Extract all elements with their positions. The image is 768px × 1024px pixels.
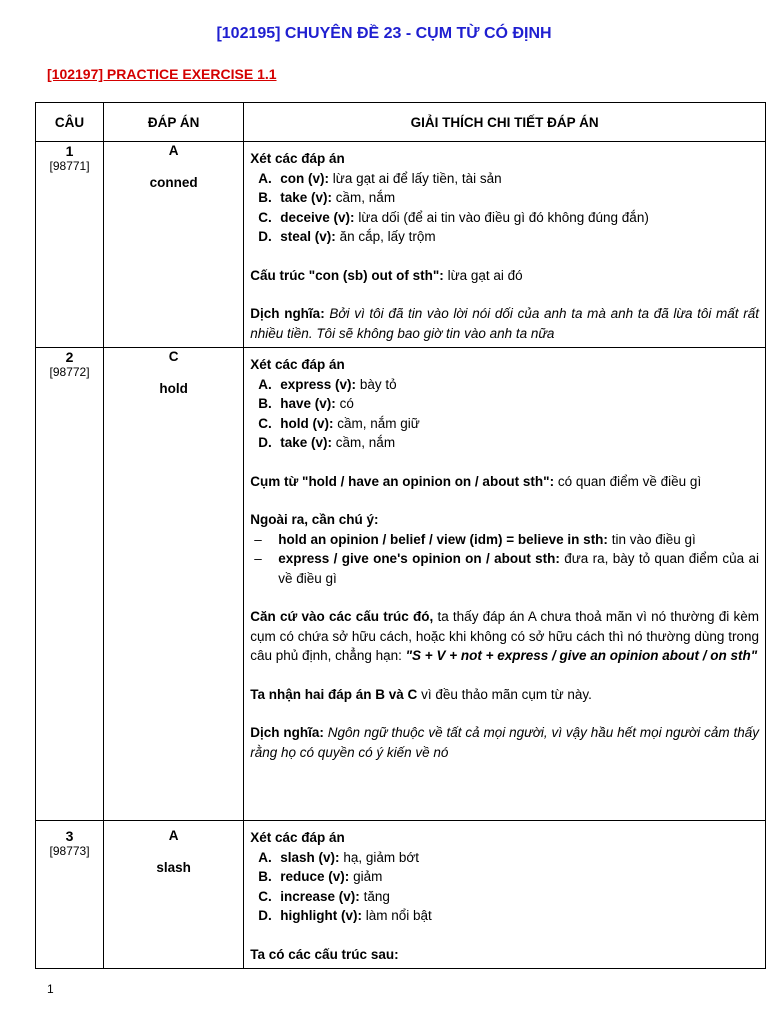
table-header-row [36,103,766,142]
conclusion-text: vì đều thảo mãn cụm từ này. [421,686,592,702]
translation-label: Dịch nghĩa: [250,306,325,321]
list-item [250,414,759,434]
note-term: express / give one's opinion on / about sth: [278,551,560,566]
option-def: bày tỏ [359,376,397,392]
option-def: cầm, nắm [335,435,396,450]
question-number-cell [36,821,104,969]
option-letter: C. [258,209,272,225]
note-label: Ngoài ra, cần chú ý: [250,512,379,527]
list-item [250,867,759,887]
option-letter: D. [258,229,272,244]
options-intro: Xét các đáp án [250,151,345,166]
question-id: [98773] [49,844,90,858]
option-term: steal (v): [280,229,336,244]
list-item [250,208,759,228]
options-intro: Xét các đáp án [250,357,345,372]
structure-text: lừa gạt ai đó [447,267,523,283]
list-item [250,394,759,414]
option-term: highlight (v): [280,908,362,923]
option-def: tăng [363,888,390,904]
list-item [250,227,759,247]
option-letter: C. [258,888,272,904]
answer-cell [104,348,244,821]
translation-line [250,723,759,762]
question-number-cell [36,142,104,348]
basis-example: "S + V + not + express / give an opinion about / on sth" [405,648,758,663]
answer-word: hold [159,381,188,396]
note-term: hold an opinion / belief / view (idm) = believe in sth: [278,531,608,547]
answer-letter: C [168,349,179,364]
explanation-cell [244,821,766,969]
option-term: deceive (v): [280,209,355,225]
phrase-line [250,472,759,492]
option-term: reduce (v): [280,869,350,884]
answer-table [35,102,766,969]
option-def: cầm, nắm giữ [337,415,420,431]
option-letter: D. [258,908,272,923]
option-letter: B. [258,190,272,205]
option-term: take (v): [280,190,333,205]
option-def: hạ, giảm bớt [343,849,419,865]
basis-label: Căn cứ vào các cấu trúc đó, [250,609,434,624]
list-item [250,549,759,588]
question-id: [98771] [49,159,90,173]
answer-cell [104,821,244,969]
options-intro: Xét các đáp án [250,830,345,845]
translation-text: Ngôn ngữ thuộc về tất cả mọi người, vì vậy hầu hết mọi người cảm thấy rằng họ có quyền có ý kiến về nó [250,725,759,760]
option-letter: A. [258,170,272,186]
option-def: lừa gạt ai để lấy tiền, tài sản [332,170,502,186]
answer-letter: A [168,828,179,843]
option-letter: A. [258,849,272,865]
options-list [250,169,759,247]
header-giai-thich: GIẢI THÍCH CHI TIẾT ĐÁP ÁN [244,103,766,142]
question-number-cell [36,348,104,821]
page-number: 1 [47,982,54,996]
option-term: take (v): [280,435,333,450]
structures-label: Ta có các cấu trúc sau: [250,946,399,962]
question-id: [98772] [49,365,90,379]
option-term: increase (v): [280,888,360,904]
note-def: đưa ra, bày tỏ quan điểm của ai về điều gì [278,551,759,586]
conclusion-line [250,685,759,705]
option-term: slash (v): [280,849,340,865]
list-item [250,375,759,395]
option-letter: B. [258,869,272,884]
answer-word: slash [156,860,191,875]
list-item [250,188,759,208]
table-row [36,142,766,348]
header-dap-an: ĐÁP ÁN [104,103,244,142]
translation-text: Bởi vì tôi đã tin vào lời nói dối của anh ta mà anh ta đã lừa tôi mất rất nhiều tiền. Tôi sẽ không bao giờ tin vào anh ta nữa [250,306,759,341]
translation-line [250,304,759,343]
explanation-cell [244,348,766,821]
answer-cell [104,142,244,348]
option-def: cầm, nắm [335,190,396,205]
option-def: giảm [353,869,383,884]
document-title: [102195] CHUYÊN ĐỀ 23 - CỤM TỪ CÓ ĐỊNH [216,25,552,42]
question-number: 3 [65,828,74,844]
option-def: ăn cắp, lấy trộm [339,229,436,244]
explanation-cell [244,142,766,348]
conclusion-label: Ta nhận hai đáp án B và C [250,686,418,702]
structure-label: Cấu trúc "con (sb) out of sth": [250,267,444,283]
answer-word: conned [149,175,198,190]
option-term: express (v): [280,376,357,392]
note-def: tin vào điều gì [611,531,696,547]
option-def: có [339,396,354,411]
basis-text: ta thấy đáp án A chưa thoả mãn vì nó thường đi kèm cụm có chứa sở hữu cách, hoặc khi không có sở hữu cách thì nó thường dùng trong câu phủ định, chẳng hạn: [250,609,759,663]
option-letter: C. [258,415,272,431]
answer-letter: A [168,143,179,158]
phrase-label: Cụm từ "hold / have an opinion on / about sth": [250,473,555,489]
option-def: làm nổi bật [365,908,432,923]
table-row [36,821,766,969]
question-number: 1 [65,143,74,159]
basis-paragraph [250,607,759,666]
option-def: lừa dối (để ai tin vào điều gì đó không đúng đắn) [358,209,649,225]
option-term: hold (v): [280,415,334,431]
option-term: have (v): [280,396,336,411]
structure-line [250,266,759,286]
translation-label: Dịch nghĩa: [250,725,324,740]
phrase-text: có quan điểm về điều gì [557,473,702,489]
list-item [250,433,759,453]
option-letter: A. [258,376,272,392]
header-cau: CÂU [36,103,104,142]
question-number: 2 [65,349,74,365]
options-list [250,848,759,926]
list-item [250,906,759,926]
table-row [36,348,766,821]
list-item [250,169,759,189]
list-item [250,848,759,868]
list-item [250,530,759,550]
list-item [250,887,759,907]
option-letter: D. [258,435,272,450]
option-term: con (v): [280,170,330,186]
options-list [250,375,759,453]
option-letter: B. [258,396,272,411]
exercise-title: [102197] PRACTICE EXERCISE 1.1 [47,66,277,82]
